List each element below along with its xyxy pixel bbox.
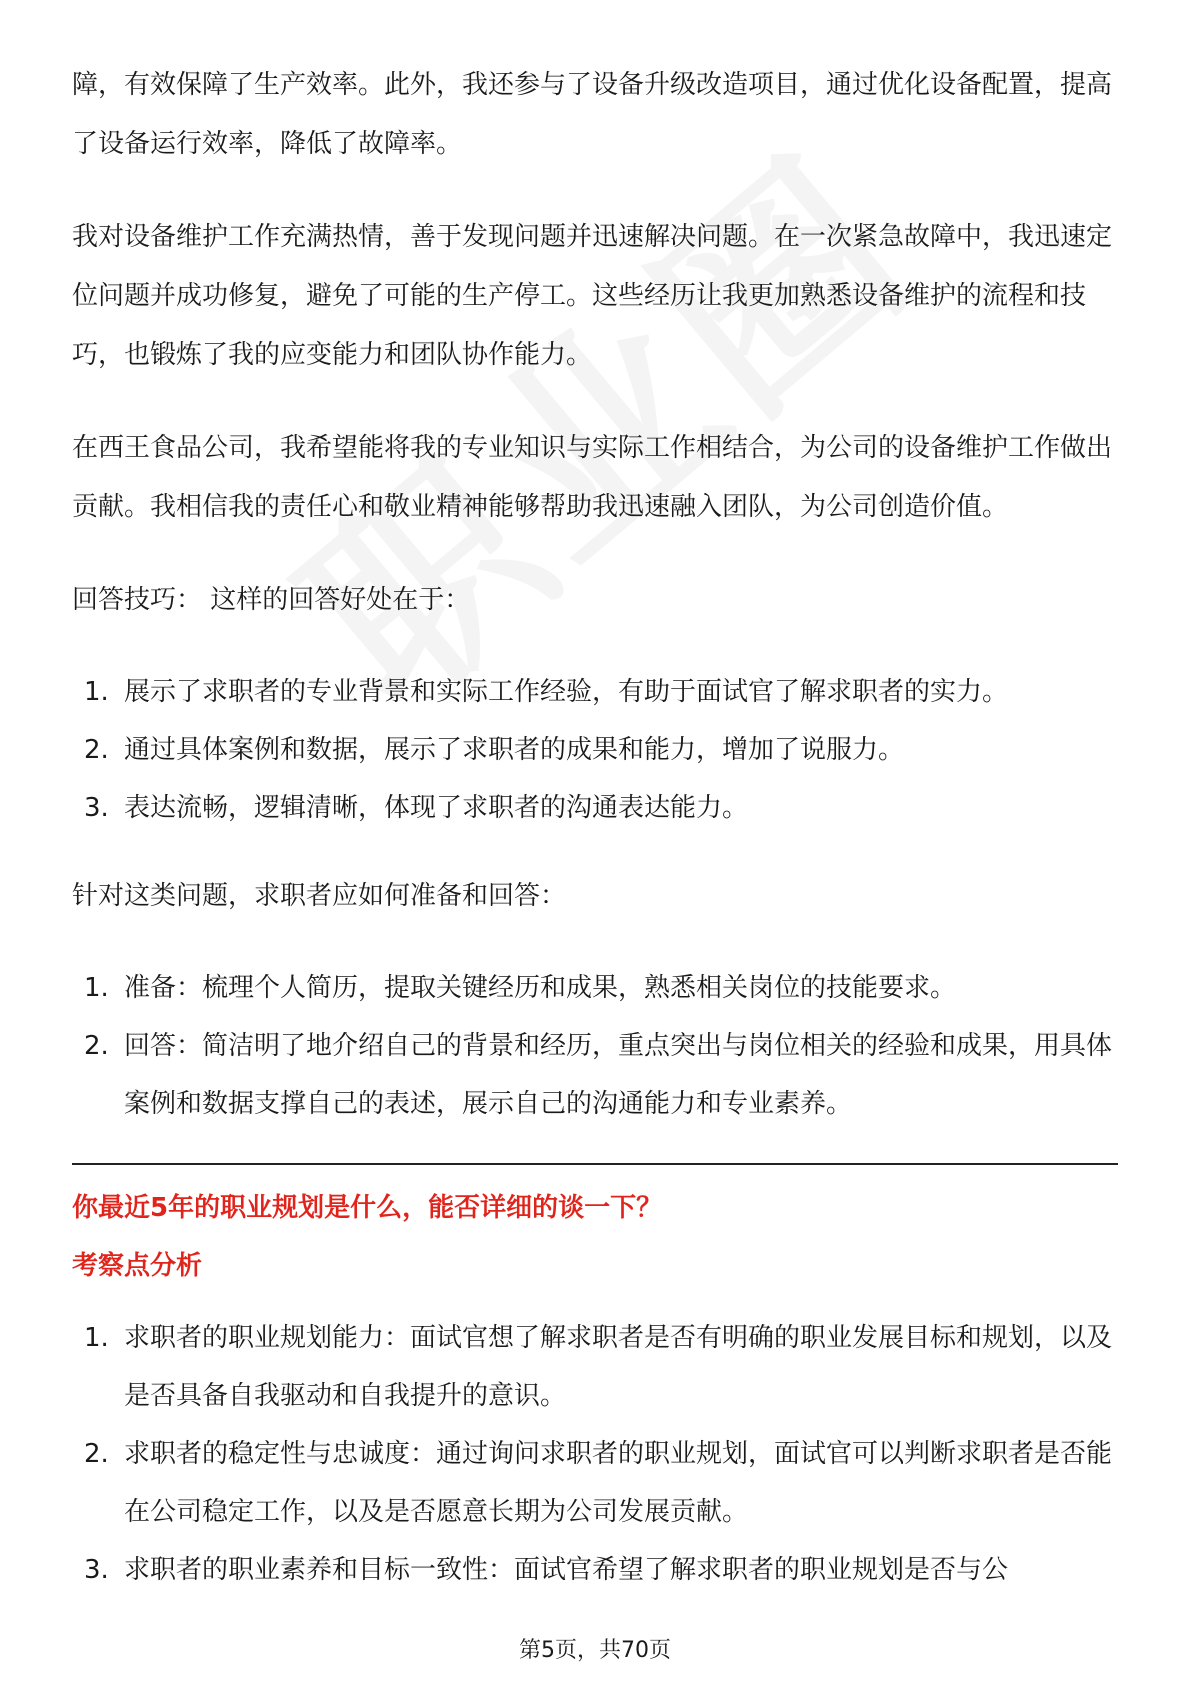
list-item: 3. 求职者的职业素养和目标一致性：面试官希望了解求职者的职业规划是否与公 <box>84 1555 1009 1585</box>
prepare-heading: 针对这类问题，求职者应如何准备和回答： <box>72 881 567 911</box>
paragraph: 我对设备维护工作充满热情，善于发现问题并迅速解决问题。在一次紧急故障中，我迅速定位问题并成功修复，避免了可能的生产停工。这些经历让我更加熟悉设备维护的流程和技巧，也锻炼了我的应变能力和团队协作能力。 <box>72 222 1113 370</box>
question-title: 你最近5年的职业规划是什么，能否详细的谈一下？ <box>72 1193 663 1223</box>
list-item: 2. 求职者的稳定性与忠诚度：通过询问求职者的职业规划，面试官可以判断求职者是否能在公司稳定工作，以及是否愿意长期为公司发展贡献。 <box>84 1439 1113 1527</box>
list-item: 3. 表达流畅，逻辑清晰，体现了求职者的沟通表达能力。 <box>84 793 749 823</box>
tips-list <box>72 663 1118 837</box>
analysis-heading: 考察点分析 <box>72 1251 203 1281</box>
paragraph: 障，有效保障了生产效率。此外，我还参与了设备升级改造项目，通过优化设备配置，提高了设备运行效率，降低了故障率。 <box>72 70 1113 159</box>
list-item: 2. 通过具体案例和数据，展示了求职者的成果和能力，增加了说服力。 <box>84 735 905 765</box>
tips-heading: 回答技巧： 这样的回答好处在于： <box>72 585 471 615</box>
page-footer: 第5页，共70页 <box>519 1638 671 1663</box>
list-item: 1. 求职者的职业规划能力：面试官想了解求职者是否有明确的职业发展目标和规划，以及是否具备自我驱动和自我提升的意识。 <box>84 1323 1113 1411</box>
section-divider <box>72 1163 1118 1165</box>
list-item: 2. 回答：简洁明了地介绍自己的背景和经历，重点突出与岗位相关的经验和成果，用具体案例和数据支撑自己的表述，展示自己的沟通能力和专业素养。 <box>84 1031 1113 1119</box>
prepare-list <box>72 959 1118 1133</box>
list-item: 1. 展示了求职者的专业背景和实际工作经验，有助于面试官了解求职者的实力。 <box>84 677 1009 707</box>
paragraph: 在西王食品公司，我希望能将我的专业知识与实际工作相结合，为公司的设备维护工作做出贡献。我相信我的责任心和敬业精神能够帮助我迅速融入团队，为公司创造价值。 <box>72 433 1113 522</box>
document-content <box>72 56 1118 1629</box>
analysis-list <box>72 1309 1118 1599</box>
list-item: 1. 准备：梳理个人简历，提取关键经历和成果，熟悉相关岗位的技能要求。 <box>84 973 957 1003</box>
